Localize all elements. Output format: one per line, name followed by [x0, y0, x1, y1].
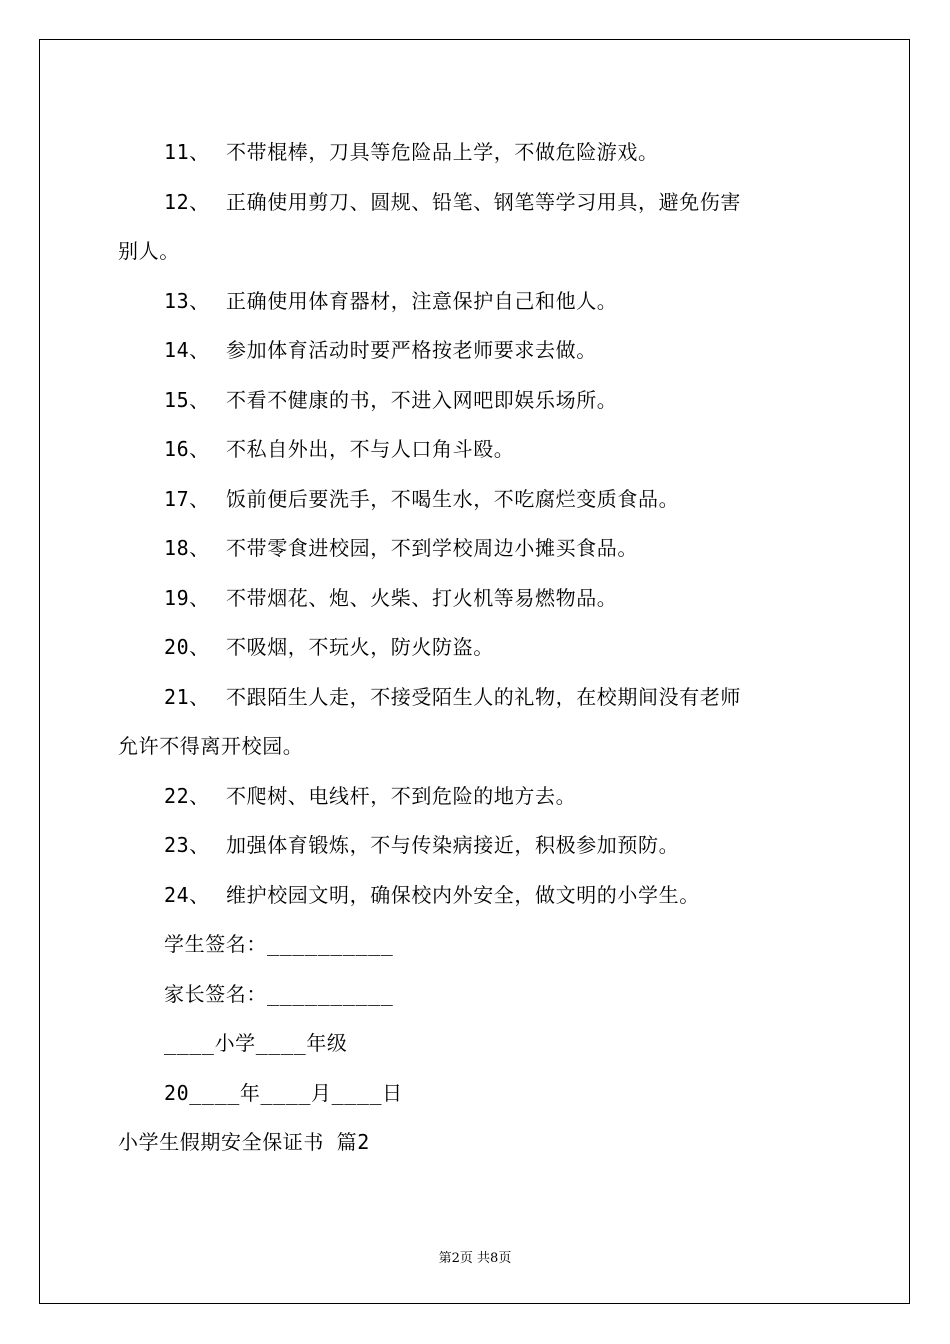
- document-body: [118, 128, 833, 1168]
- item-number: 21、: [164, 684, 210, 709]
- item-number: 18、: [164, 536, 210, 560]
- item-number: 23、: [164, 833, 210, 857]
- date-line: 20____年____月____日: [164, 1080, 403, 1105]
- item-number: 15、: [164, 387, 210, 412]
- next-section-title: 小学生假期安全保证书 篇2: [118, 1130, 370, 1154]
- list-item-continuation: 别人。: [118, 239, 180, 263]
- item-number: 22、: [164, 783, 210, 808]
- list-item: [118, 871, 833, 921]
- parent-signature-line: 家长签名：__________: [164, 981, 394, 1006]
- item-text: 不带棍棒，刀具等危险品上学，不做危险游戏。: [226, 140, 659, 164]
- item-number: 14、: [164, 338, 210, 362]
- item-number: 20、: [164, 635, 210, 659]
- item-number: 19、: [164, 585, 210, 610]
- list-item: [118, 475, 833, 525]
- item-text: 维护校园文明，确保校内外安全，做文明的小学生。: [226, 882, 700, 907]
- item-text: 不看不健康的书，不进入网吧即娱乐场所。: [226, 387, 618, 412]
- list-item-continuation: 允许不得离开校园。: [118, 734, 304, 758]
- item-text: 加强体育锻炼，不与传染病接近，积极参加预防。: [226, 833, 680, 857]
- list-item: [118, 524, 833, 574]
- list-item: [118, 623, 833, 673]
- item-number: 11、: [164, 140, 210, 164]
- item-text: 不带零食进校园，不到学校周边小摊买食品。: [226, 536, 638, 560]
- item-text: 不私自外出，不与人口角斗殴。: [226, 437, 515, 461]
- list-item: [118, 178, 833, 228]
- list-item: [118, 574, 833, 624]
- item-number: 24、: [164, 882, 210, 907]
- list-item: [118, 772, 833, 822]
- student-signature-line: 学生签名：__________: [164, 932, 394, 956]
- list-item: [118, 376, 833, 426]
- list-item: [118, 128, 833, 178]
- item-text: 正确使用剪刀、圆规、铅笔、钢笔等学习用具，避免伤害: [226, 189, 741, 214]
- item-number: 12、: [164, 189, 210, 214]
- item-number: 13、: [164, 288, 210, 313]
- item-text: 不带烟花、炮、火柴、打火机等易燃物品。: [226, 585, 618, 610]
- list-item: [118, 821, 833, 871]
- list-item: [118, 673, 833, 723]
- page-footer: 第2页 共8页: [438, 1251, 512, 1266]
- item-text: 不爬树、电线杆，不到危险的地方去。: [226, 783, 577, 808]
- school-grade-line: ____小学____年级: [164, 1031, 348, 1055]
- item-text: 不跟陌生人走，不接受陌生人的礼物，在校期间没有老师: [226, 684, 741, 709]
- item-text: 不吸烟，不玩火，防火防盗。: [226, 635, 494, 659]
- item-text: 饭前便后要洗手，不喝生水，不吃腐烂变质食品。: [226, 486, 680, 511]
- item-text: 正确使用体育器材，注意保护自己和他人。: [226, 288, 618, 313]
- item-number: 16、: [164, 437, 210, 461]
- item-text: 参加体育活动时要严格按老师要求去做。: [226, 338, 597, 362]
- list-item: [118, 277, 833, 327]
- list-item: [118, 425, 833, 475]
- item-number: 17、: [164, 486, 210, 511]
- list-item: [118, 326, 833, 376]
